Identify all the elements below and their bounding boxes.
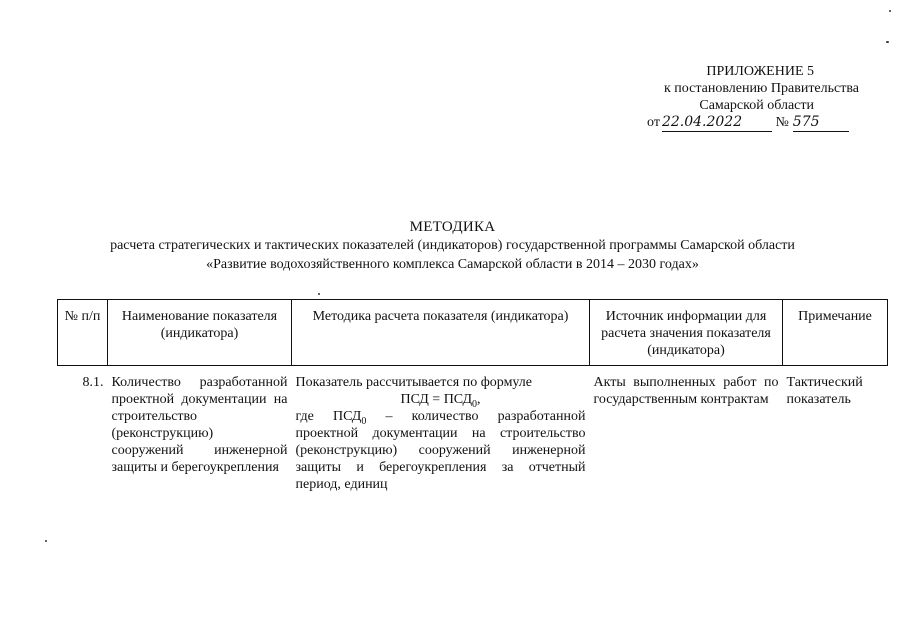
where-text: – количество разработанной проектной документации на строительство (реконструкцию) сооружений инженерной защиты и берегоукрепления за отчетный период, единиц: [295, 409, 586, 492]
header-indicator-name: Наименование показателя (индикатора): [108, 300, 292, 366]
handwritten-date: 22.04.2022: [662, 114, 772, 132]
appendix-title: ПРИЛОЖЕНИЕ 5: [706, 64, 814, 79]
date-prefix: от: [647, 115, 660, 130]
document-subtitle-line2: «Развитие водохозяйственного комплекса Самарской области в 2014 – 2030 годах»: [206, 257, 699, 272]
appendix-header: [629, 63, 859, 114]
handwritten-number: 575: [793, 114, 849, 132]
row-number: 8.1.: [82, 375, 104, 390]
table-row: [58, 366, 888, 494]
scan-speck: [886, 41, 889, 43]
formula: ПСД = $ПСД_0$,: [400, 392, 481, 410]
row-note: Тактический показатель: [786, 375, 863, 407]
appendix-line-resolution: к постановлению Правительства: [663, 81, 859, 96]
where-subscript: 0: [361, 415, 367, 427]
header-method: Методика расчета показателя (индикатора): [292, 300, 590, 366]
row-method: [292, 366, 590, 494]
row-source: Акты выполненных работ по государственным контрактам: [593, 375, 779, 407]
method-intro: Показатель рассчитывается по формуле: [295, 375, 533, 390]
indicators-table: [57, 299, 888, 493]
table-header-row: [58, 300, 888, 366]
scan-speck: [45, 540, 47, 542]
order-date-number: [647, 114, 849, 132]
where-prefix: где ПСД: [295, 409, 362, 424]
row-indicator-name: Количество разработанной проектной документации на строительство (реконструкцию) сооружений инженерной защиты и берегоукрепления: [111, 375, 288, 475]
appendix-line-region: Самарской области: [699, 98, 814, 113]
scan-speck: [318, 293, 320, 295]
number-prefix: №: [775, 115, 789, 130]
scan-speck: [889, 10, 891, 12]
document-subtitle-line1: расчета стратегических и тактических показателей (индикаторов) государственной программы Самарской области: [110, 238, 795, 253]
header-source: Источник информации для расчета значения показателя (индикатора): [590, 300, 783, 366]
header-note: Примечание: [783, 300, 888, 366]
header-number: № п/п: [58, 300, 108, 366]
document-title: МЕТОДИКА: [409, 219, 496, 235]
